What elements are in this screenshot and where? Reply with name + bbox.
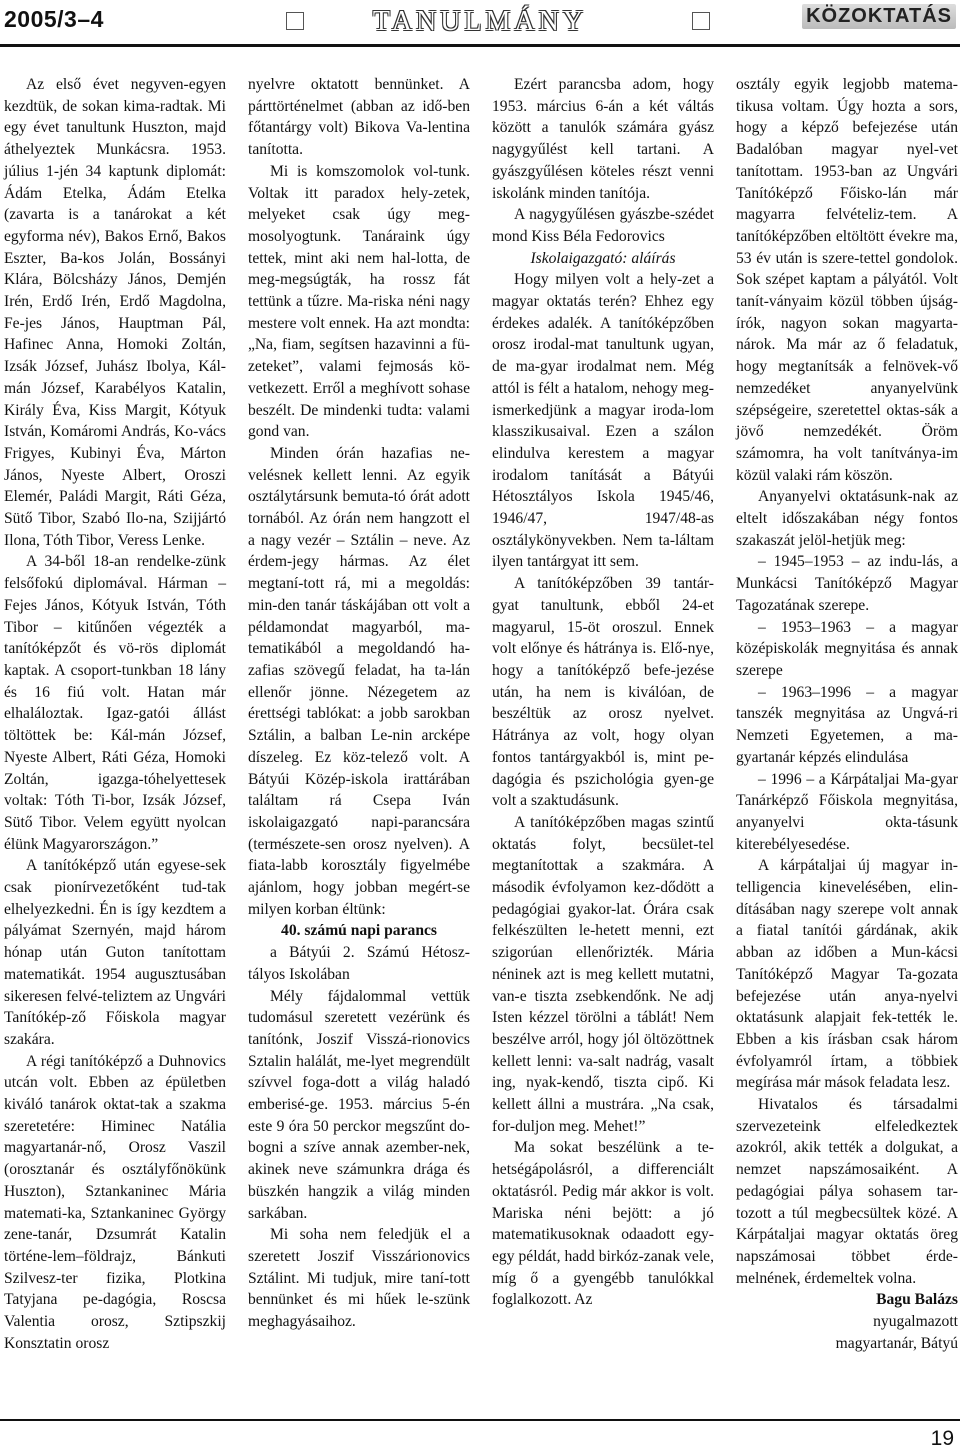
paragraph: nyelvre oktatott bennünket. A párttörténelmet (abban az idő-ben főtantárgy volt) Bikova Va-lentina tanította. bbox=[248, 76, 470, 159]
column-2 bbox=[248, 74, 470, 1333]
page-number: 19 bbox=[930, 1427, 954, 1450]
paragraph: Hivatalos és társadalmi szervezeteink elfeledkeztek azokról, akik tették a dolgukat, a nemzet napszámosaiként. A pedagógiai pálya sohasem tar-tozott a túl megbecsültek közé. A Kárpátaljai magyar oktatás öreg napszámosai többet érde-melnének, érdemeltek volna. bbox=[736, 1096, 958, 1287]
order-heading: 40. számú napi parancs bbox=[281, 922, 437, 940]
section-title: TANULMÁNY bbox=[372, 6, 588, 37]
order-paragraph: Mély fájdalommal vettük tudomásul szeretett vezérünk és tanítónk, Joszif Visszá-rionovics Sztalin halálát, me-lyet megrendült szívvel foga-dott a világ haladó emberisé-ge. 1953. március 5-én este 9 óra 50 perckor megszűnt do-bogni a szíve annak azember-nek, akinek neve számunkra drága és büszkén hangzik a világ minden sarkában. bbox=[248, 987, 470, 1222]
order-paragraph: a Bátyúi 2. Számú Hétosz-tályos Iskolában bbox=[248, 944, 470, 983]
paragraph: Mi is komszomolok vol-tunk. Voltak itt paradox hely-zetek, melyeket csak úgy meg-mosolyogtunk. Tanáraink úgy tettek, mint aki nem hal-lotta, de meg-megsúgták, ha rossz fát tettünk a tűzre. Ma-riska néni nagy mestere volt ennek. Ha azt mondta: „Na, fiam, segítsen hazavinni a fü-zeteket”, valami fejmosás kö-vetkezett. Erről a meghívott sohase beszélt. De mindenki tudta: valami gond van. bbox=[248, 162, 470, 441]
column-1 bbox=[4, 74, 226, 1354]
author-role: magyartanár, Bátyú bbox=[835, 1334, 958, 1352]
paragraph: A 34-ből 18-an rendelke-zünk felsőfokú diplomával. Hárman – Fejes János, Kótyuk István, Tóth Tibor – kitűnően végezték a tanítóképzőt és vö-rös diplomát kaptak. A csoport-tunkban 18 lány és 16 fiú volt. Hatan már elhaláloztak. Igaz-gatói állást töltöttek be: Kál-mán József, Nyeste Albert, Ráti Géza, Homoki Zoltán, igazga-tóhelyettesek voltak: Tóth Ti-bor, Izsák József, Sütő Tibor. Velem együtt nyolcan élünk Magyarországon.” bbox=[4, 553, 226, 853]
paragraph: A tanítóképzőben 39 tantár-gyat tanultunk, ebből 24-et magyarul, 15-öt oroszul. Ennek volt előnye és hátránya is. Elő-nye, hogy a tanítóképző befe-jezése után, ha nem is kiválóan, de beszéltük az orosz nyelvet. Hátránya az volt, hogy olyan fontos tantárgyakból is, mint pe-dagógia és pszichológia gyen-ge volt a szaktudásunk. bbox=[492, 575, 714, 810]
footer-rule bbox=[0, 1419, 960, 1421]
paragraph: A nagygyűlésen gyászbe-szédet mond Kiss Béla Fedorovics bbox=[492, 206, 714, 245]
square-ornament-right-icon bbox=[692, 12, 710, 30]
paragraph: Minden órán hazafias ne-velésnek kellett lenni. Az egyik osztálytársunk bemuta-tó órát adott tornából. Az órán nem hangzott el a nagy vezér – Sztálin – neve. Az érdem-jegy hármas. Az élet megtaní-tott rá, mi a megoldás: min-den tanár táskájában ott volt a példamondat magyarból, ma-tematikából a megoldandó ha-zafias szövegű feladat, ha ta-lán ellenőr jönne. Nézegetem az érettségi tablókat: a jobb sarokban Sztálin, a balban Le-nin arcképe díszeleg. Ez köz-telező volt. A Bátyúi Közép-iskola irattárában találtam rá Csepa Iván iskolaigazgató napi-parancsára (természete-sen orosz nyelven). A fiata-labb korosztály figyelmébe ajánlom, hogy jobban megért-se milyen korban éltünk: bbox=[248, 444, 470, 918]
list-item: – 1996 – a Kárpátaljai Ma-gyar Tanárképző Főiskola megnyitása, anyanyelvi okta-tásunk kiterebélyesedése. bbox=[736, 770, 958, 853]
author-role: nyugalmazott bbox=[873, 1313, 958, 1331]
page-header bbox=[0, 0, 960, 46]
list-item: – 1963–1996 – a magyar tanszék megnyitása az Ungvá-ri Nemzeti Egyetemen, a ma-gyartanár képzés elindulása bbox=[736, 683, 958, 766]
paragraph: A tanítóképző után egyese-sek csak pionírvezetőként tud-tak elhelyezkedni. Én is így kezdtem a pályámat Szernyén, majd három hónap után Guton tanítottam matematikát. 1954 augusztusában sikeresen felvé-teliztem az Ungvári Tanítókép-ző Főiskola magyar szakára. bbox=[4, 857, 226, 1048]
publication-logo: KÖZOKTATÁS bbox=[802, 4, 956, 29]
list-item: – 1945–1953 – az indu-lás, a Munkácsi Tanítóképző Magyar Tagozatának szerepe. bbox=[736, 553, 958, 614]
column-3 bbox=[492, 74, 714, 1311]
order-paragraph: Mi soha nem feledjük el a szeretett Joszif Visszárionovics Sztálint. Mi tudjuk, mire taní-tott bennünket és mi hűek le-szünk meghagyásaihoz. bbox=[248, 1226, 470, 1331]
issue-number: 2005/3–4 bbox=[4, 6, 104, 32]
list-item: – 1953–1963 – a magyar középiskolák megnyitása és annak szerepe bbox=[736, 618, 958, 679]
paragraph: Ma sokat beszélünk a te-hetségápolásról, a differenciált oktatásról. Pedig már akkor is volt. Mariska néni bejött: a jó matematikusoknak odaadott egy-egy példát, hadd birkóz-zanak vele, míg ő a gyengébb tanulókkal foglalkozott. Az bbox=[492, 1139, 714, 1309]
paragraph: A kárpátaljai új magyar in-telligencia kinevelésében, elin-dításában nagy szerepe volt annak a fiatal tanítói gárdának, akik abban az időben a Mun-kácsi Tanítóképző Magyar Ta-gozata befejezése után anya-nyelvi oktatásunk alapjait fek-tették le. Ebben a kis írásban csak három évfolyamról írtam, a többiek megírása már mások feladata lesz. bbox=[736, 857, 958, 1092]
paragraph: Az első évet negyven-egyen kezdtük, de sokan kima-radtak. Mi egy évet tanultunk Huszton, majd áthelyeztek Munkácsra. 1953. július 1-jén 34 kaptunk diplomát: Ádám Etelka, Ádám Etelka (zavarta is a tanárokat a két egyforma név), Bakos Ernő, Bakos Eszter, Ba-kos Jolán, Bossányi Klára, Bölcsházy János, Demjén Irén, Erdő Irén, Erdő Magdolna, Fe-jes János, Hauptman Pál, Hafinec Anna, Homoki Zoltán, Izsák József, Juhász Ibolya, Kál-mán József, Karabélyos Katalin, Király Éva, Kiss Margit, Kótyuk István, Komáromi András, Ko-vács Frigyes, Kubinyi Éva, Márton János, Nyeste Albert, Oroszi Elemér, Paládi Margit, Ráti Géza, Sütő Tibor, Szabó Ilo-na, Szijjártó Ilona, Tóth Tibor, Veress Lenke. bbox=[4, 76, 226, 549]
column-4 bbox=[736, 74, 958, 1354]
paragraph: A tanítóképzőben magas szintű oktatás folyt, becsület-tel megtanítottak a szakmára. A második évfolyamon kez-dődött a pedagógiai gyakor-lat. Órára csak felkészülten le-hetett menni, ezt szigorúan ellenőrizték. Mária néninek azt is meg kellett mutatni, van-e tiszta zsebkendőnk. Ne adj Isten kézzel törölni a táblát! Nem beszélve arról, hogy jól öltözöttnek kellett lenni: va-salt nadrág, vasalt ing, nyak-kendő, tiszta cipő. Ki kellett állni a mustrára. „Na csak, for-duljon meg. Mehet!” bbox=[492, 813, 714, 1135]
paragraph: Anyanyelvi oktatásunk-nak az eltelt időszakában négy fontos szakaszát jelöl-hetjük meg: bbox=[736, 488, 958, 549]
paragraph: Hogy milyen volt a hely-zet a magyar oktatás terén? Ehhez egy érdekes adalék. A tanítóképzőben orosz irodal-mat tanultunk ugyan, de ma-gyar irodalmat nem. Még attól is félt a hatalom, nehogy meg-ismerkedjünk a magyar iroda-lom klasszikusaival. Ezen a szálon elindulva kerestem a magyar irodalom tanítását a Bátyúi Hétosztályos Iskola 1945/46, 1946/47, 1947/48-as osztálykönyvekben. Nem ta-láltam ilyen tantárgyat itt sem. bbox=[492, 271, 714, 571]
author-name: Bagu Balázs bbox=[876, 1291, 958, 1309]
signature-line: Iskolaigazgató: aláírás bbox=[530, 249, 676, 267]
header-rule bbox=[0, 44, 960, 47]
paragraph: osztály egyik legjobb matema-tikusa voltam. Úgy hozta a sors, hogy a képző befejezése után Badalóban magyar nyel-vet tanítottam. 1953-ban az Ungvári Tanítóképző Főisko-lán már magyarra felvételiz-tem. A tanítóképzőben eltöltött évekre ma, 53 év után is szere-tettel gondolok. Sok szépet kaptam a pályától. Volt tanít-ványaim közül többen újság-írók, nagyon sokan magyarta-nárok. Ma már az ő feladatuk, hogy megtanítsák a felnövek-vő nemzedéket anyanyelvünk szépségeire, szeretettel oktas-sák a jövő nemzedékét. Öröm számomra, ha volt tanítványa-im közül valaki rám köszön. bbox=[736, 76, 958, 484]
paragraph: A régi tanítóképző a Duhnovics utcán volt. Ebben az épületben kiváló tanárok oktat-tak a szakma szeretetére: Himinec Natália magyartanár-nő, Orosz Vaszil (orosztanár és osztályfőnökünk Huszton), Sztankaninec Mária matemati-ka, Sztankaninec György zene-tanár, Dzsumrát Katalin történe-lem–földrajz, Bánkuti Szilvesz-ter fizika, Plotkina Tatyjana pe-dagógia, Roscsa Valentia orosz, Sztipszkij Konsztatin orosz bbox=[4, 1052, 226, 1352]
paragraph: Ezért parancsba adom, hogy 1953. március 6-án a két váltás között a tanulók számára gyász nagygyűlést kell tartani. A gyászgyűlésen köteles részt venni iskolánk minden tanítója. bbox=[492, 76, 714, 202]
